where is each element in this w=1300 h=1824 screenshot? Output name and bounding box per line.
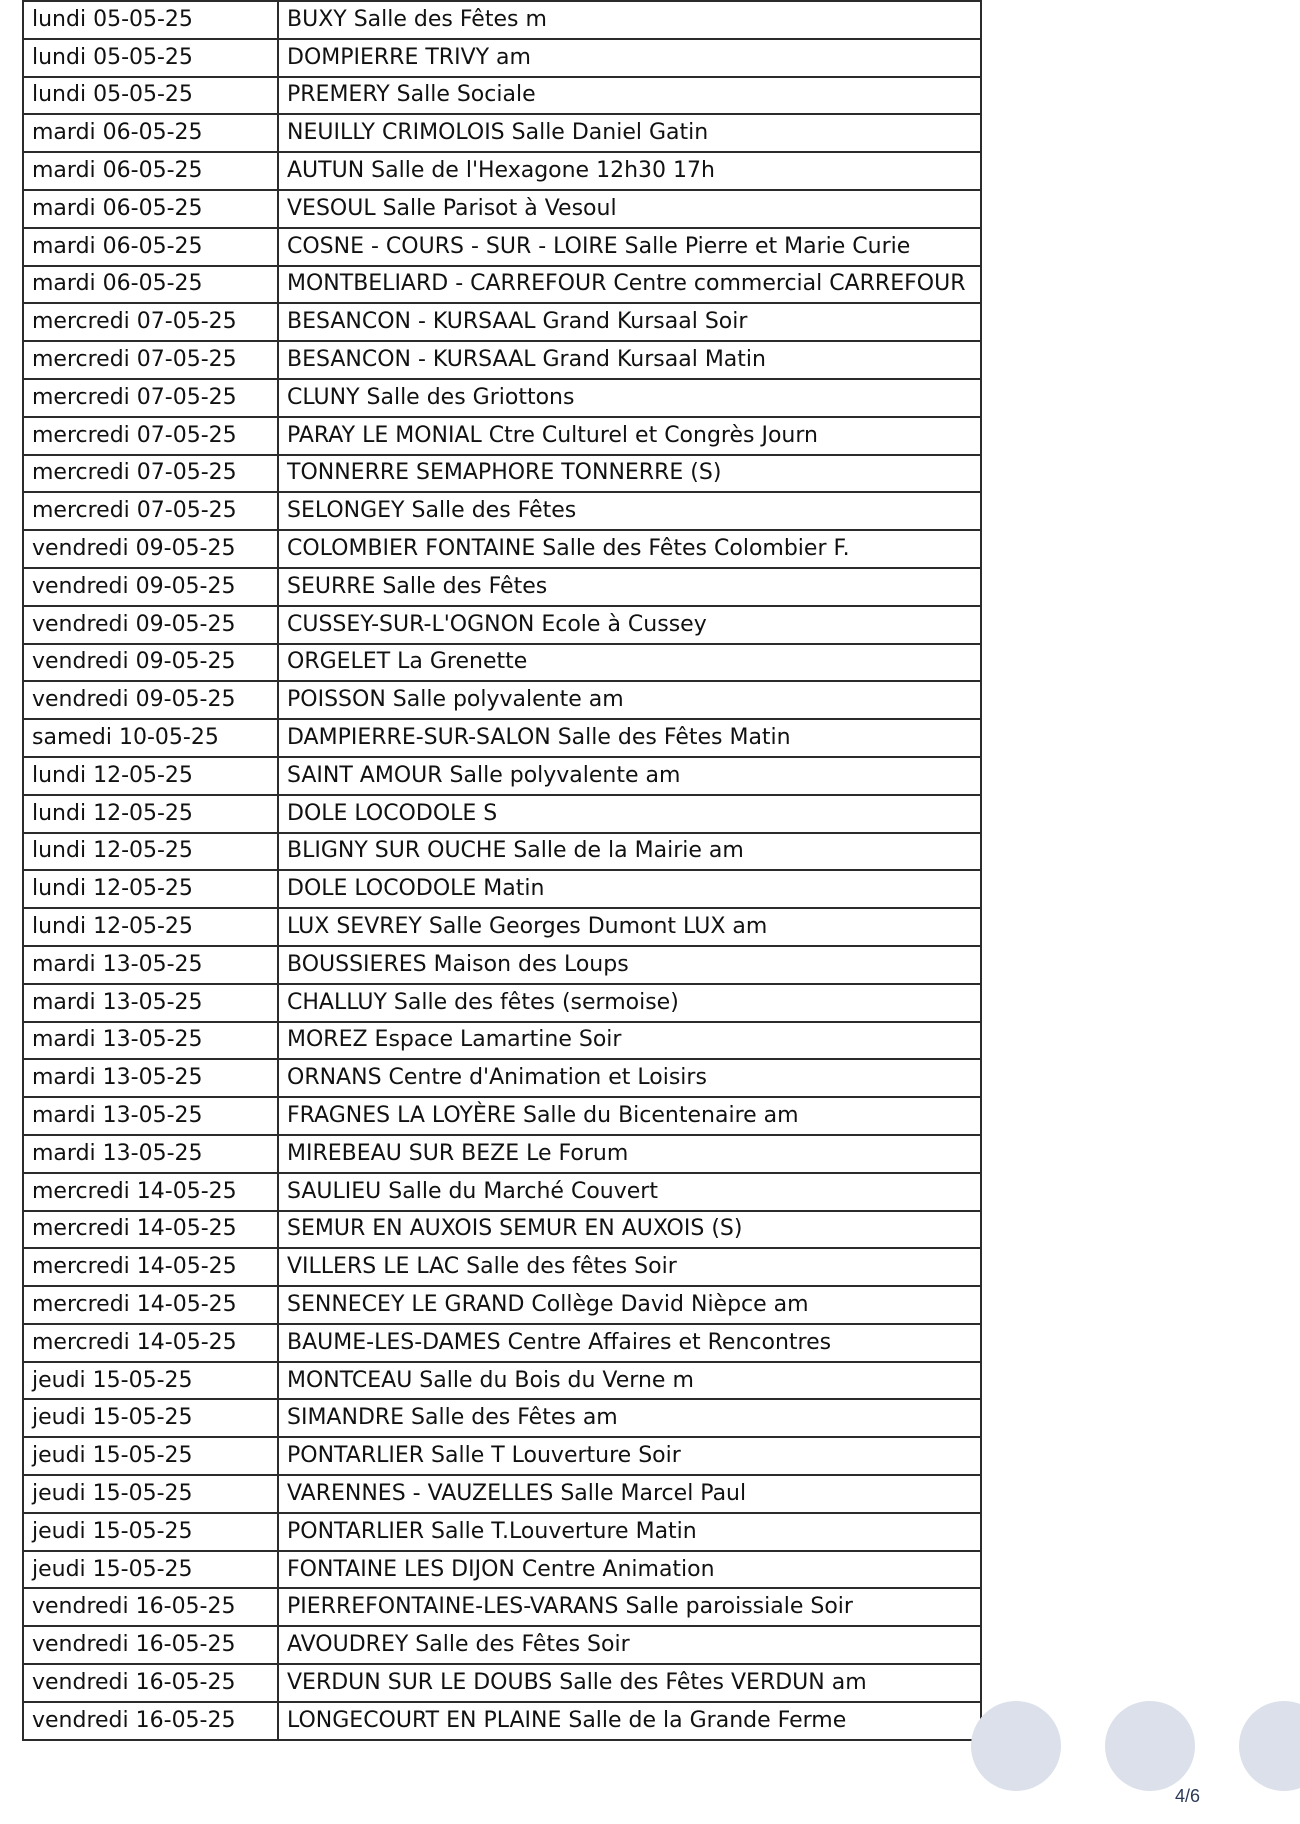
venue-cell: SEURRE Salle des Fêtes	[278, 568, 981, 606]
table-row	[23, 1664, 981, 1702]
date-cell: lundi 12-05-25	[23, 757, 278, 795]
venue-cell: BUXY Salle des Fêtes m	[278, 1, 981, 39]
table-row	[23, 417, 981, 455]
date-cell: jeudi 15-05-25	[23, 1551, 278, 1589]
date-cell: vendredi 09-05-25	[23, 568, 278, 606]
venue-cell: COSNE - COURS - SUR - LOIRE Salle Pierre et Marie Curie	[278, 228, 981, 266]
venue-cell: SEMUR EN AUXOIS SEMUR EN AUXOIS (S)	[278, 1211, 981, 1249]
date-cell: mardi 06-05-25	[23, 114, 278, 152]
table-row	[23, 1097, 981, 1135]
date-cell: mercredi 07-05-25	[23, 303, 278, 341]
venue-cell: LONGECOURT EN PLAINE Salle de la Grande Ferme	[278, 1702, 981, 1740]
table-row	[23, 530, 981, 568]
table-row	[23, 1211, 981, 1249]
page-nav-dot[interactable]	[971, 1701, 1061, 1791]
venue-cell: PARAY LE MONIAL Ctre Culturel et Congrès Journ	[278, 417, 981, 455]
table-row	[23, 1362, 981, 1400]
date-cell: lundi 12-05-25	[23, 870, 278, 908]
table-row	[23, 1702, 981, 1740]
venue-cell: LUX SEVREY Salle Georges Dumont LUX am	[278, 908, 981, 946]
table-row	[23, 1475, 981, 1513]
venue-cell: MONTCEAU Salle du Bois du Verne m	[278, 1362, 981, 1400]
date-cell: lundi 12-05-25	[23, 908, 278, 946]
venue-cell: BLIGNY SUR OUCHE Salle de la Mairie am	[278, 833, 981, 871]
date-cell: mercredi 14-05-25	[23, 1211, 278, 1249]
venue-cell: MONTBELIARD - CARREFOUR Centre commercial CARREFOUR	[278, 266, 981, 304]
table-row	[23, 606, 981, 644]
date-cell: jeudi 15-05-25	[23, 1437, 278, 1475]
table-row	[23, 266, 981, 304]
table-row	[23, 1173, 981, 1211]
venue-cell: PREMERY Salle Sociale	[278, 77, 981, 115]
venue-cell: DOMPIERRE TRIVY am	[278, 39, 981, 77]
table-row	[23, 1551, 981, 1589]
table-row	[23, 644, 981, 682]
table-row	[23, 1513, 981, 1551]
table-row	[23, 455, 981, 493]
date-cell: lundi 12-05-25	[23, 833, 278, 871]
date-cell: mardi 13-05-25	[23, 1097, 278, 1135]
venue-cell: POISSON Salle polyvalente am	[278, 681, 981, 719]
date-cell: vendredi 16-05-25	[23, 1626, 278, 1664]
venue-cell: FRAGNES LA LOYÈRE Salle du Bicentenaire am	[278, 1097, 981, 1135]
date-cell: mardi 13-05-25	[23, 1022, 278, 1060]
venue-cell: CLUNY Salle des Griottons	[278, 379, 981, 417]
venue-cell: BESANCON - KURSAAL Grand Kursaal Matin	[278, 341, 981, 379]
venue-cell: SAINT AMOUR Salle polyvalente am	[278, 757, 981, 795]
table-row	[23, 1059, 981, 1097]
table-row	[23, 228, 981, 266]
table-row	[23, 152, 981, 190]
venue-cell: CHALLUY Salle des fêtes (sermoise)	[278, 984, 981, 1022]
date-cell: mercredi 07-05-25	[23, 455, 278, 493]
venue-cell: DAMPIERRE-SUR-SALON Salle des Fêtes Matin	[278, 719, 981, 757]
table-row	[23, 1588, 981, 1626]
date-cell: vendredi 09-05-25	[23, 530, 278, 568]
table-row	[23, 190, 981, 228]
table-row	[23, 1135, 981, 1173]
table-row	[23, 568, 981, 606]
table-row	[23, 946, 981, 984]
date-cell: mercredi 14-05-25	[23, 1324, 278, 1362]
date-cell: mardi 06-05-25	[23, 152, 278, 190]
venue-cell: SELONGEY Salle des Fêtes	[278, 492, 981, 530]
venue-cell: COLOMBIER FONTAINE Salle des Fêtes Colombier F.	[278, 530, 981, 568]
date-cell: mercredi 07-05-25	[23, 492, 278, 530]
date-cell: vendredi 16-05-25	[23, 1664, 278, 1702]
table-row	[23, 908, 981, 946]
date-cell: mercredi 14-05-25	[23, 1286, 278, 1324]
table-row	[23, 77, 981, 115]
date-cell: vendredi 09-05-25	[23, 644, 278, 682]
venue-cell: DOLE LOCODOLE S	[278, 795, 981, 833]
table-row	[23, 870, 981, 908]
venue-cell: VESOUL Salle Parisot à Vesoul	[278, 190, 981, 228]
table-row	[23, 303, 981, 341]
venue-cell: SAULIEU Salle du Marché Couvert	[278, 1173, 981, 1211]
table-row	[23, 984, 981, 1022]
date-cell: mardi 13-05-25	[23, 1135, 278, 1173]
venue-cell: PONTARLIER Salle T Louverture Soir	[278, 1437, 981, 1475]
venue-cell: VERDUN SUR LE DOUBS Salle des Fêtes VERDUN am	[278, 1664, 981, 1702]
page-nav-dot[interactable]	[1105, 1701, 1195, 1791]
schedule-table	[22, 0, 982, 1741]
table-row	[23, 757, 981, 795]
venue-cell: BAUME-LES-DAMES Centre Affaires et Rencontres	[278, 1324, 981, 1362]
date-cell: mardi 13-05-25	[23, 984, 278, 1022]
table-row	[23, 114, 981, 152]
venue-cell: AVOUDREY Salle des Fêtes Soir	[278, 1626, 981, 1664]
date-cell: mardi 06-05-25	[23, 190, 278, 228]
venue-cell: DOLE LOCODOLE Matin	[278, 870, 981, 908]
date-cell: mardi 06-05-25	[23, 228, 278, 266]
venue-cell: FONTAINE LES DIJON Centre Animation	[278, 1551, 981, 1589]
venue-cell: PONTARLIER Salle T.Louverture Matin	[278, 1513, 981, 1551]
table-row	[23, 1, 981, 39]
venue-cell: BOUSSIERES Maison des Loups	[278, 946, 981, 984]
venue-cell: MIREBEAU SUR BEZE Le Forum	[278, 1135, 981, 1173]
table-row	[23, 1022, 981, 1060]
table-row	[23, 795, 981, 833]
date-cell: mardi 13-05-25	[23, 946, 278, 984]
date-cell: lundi 05-05-25	[23, 39, 278, 77]
date-cell: jeudi 15-05-25	[23, 1475, 278, 1513]
venue-cell: NEUILLY CRIMOLOIS Salle Daniel Gatin	[278, 114, 981, 152]
venue-cell: VILLERS LE LAC Salle des fêtes Soir	[278, 1248, 981, 1286]
table-row	[23, 1286, 981, 1324]
page-nav-dot[interactable]	[1239, 1701, 1300, 1791]
venue-cell: MOREZ Espace Lamartine Soir	[278, 1022, 981, 1060]
date-cell: vendredi 09-05-25	[23, 681, 278, 719]
table-row	[23, 492, 981, 530]
venue-cell: CUSSEY-SUR-L'OGNON Ecole à Cussey	[278, 606, 981, 644]
date-cell: mercredi 07-05-25	[23, 341, 278, 379]
table-row	[23, 1626, 981, 1664]
table-row	[23, 1437, 981, 1475]
table-row	[23, 1399, 981, 1437]
date-cell: samedi 10-05-25	[23, 719, 278, 757]
date-cell: vendredi 16-05-25	[23, 1702, 278, 1740]
table-row	[23, 833, 981, 871]
date-cell: mardi 06-05-25	[23, 266, 278, 304]
date-cell: lundi 05-05-25	[23, 77, 278, 115]
date-cell: mercredi 14-05-25	[23, 1173, 278, 1211]
date-cell: jeudi 15-05-25	[23, 1362, 278, 1400]
date-cell: vendredi 09-05-25	[23, 606, 278, 644]
date-cell: jeudi 15-05-25	[23, 1399, 278, 1437]
date-cell: mercredi 07-05-25	[23, 417, 278, 455]
date-cell: mercredi 07-05-25	[23, 379, 278, 417]
table-row	[23, 1248, 981, 1286]
venue-cell: ORGELET La Grenette	[278, 644, 981, 682]
table-row	[23, 681, 981, 719]
page-number: 4/6	[1175, 1786, 1201, 1806]
venue-cell: SENNECEY LE GRAND Collège David Nièpce am	[278, 1286, 981, 1324]
venue-cell: BESANCON - KURSAAL Grand Kursaal Soir	[278, 303, 981, 341]
venue-cell: SIMANDRE Salle des Fêtes am	[278, 1399, 981, 1437]
schedule-table-body	[23, 1, 981, 1740]
venue-cell: TONNERRE SEMAPHORE TONNERRE (S)	[278, 455, 981, 493]
date-cell: vendredi 16-05-25	[23, 1588, 278, 1626]
date-cell: jeudi 15-05-25	[23, 1513, 278, 1551]
date-cell: mercredi 14-05-25	[23, 1248, 278, 1286]
table-row	[23, 719, 981, 757]
venue-cell: AUTUN Salle de l'Hexagone 12h30 17h	[278, 152, 981, 190]
venue-cell: ORNANS Centre d'Animation et Loisirs	[278, 1059, 981, 1097]
venue-cell: VARENNES - VAUZELLES Salle Marcel Paul	[278, 1475, 981, 1513]
venue-cell: PIERREFONTAINE-LES-VARANS Salle paroissiale Soir	[278, 1588, 981, 1626]
table-row	[23, 379, 981, 417]
date-cell: lundi 05-05-25	[23, 1, 278, 39]
date-cell: lundi 12-05-25	[23, 795, 278, 833]
table-row	[23, 39, 981, 77]
table-row	[23, 341, 981, 379]
table-row	[23, 1324, 981, 1362]
date-cell: mardi 13-05-25	[23, 1059, 278, 1097]
